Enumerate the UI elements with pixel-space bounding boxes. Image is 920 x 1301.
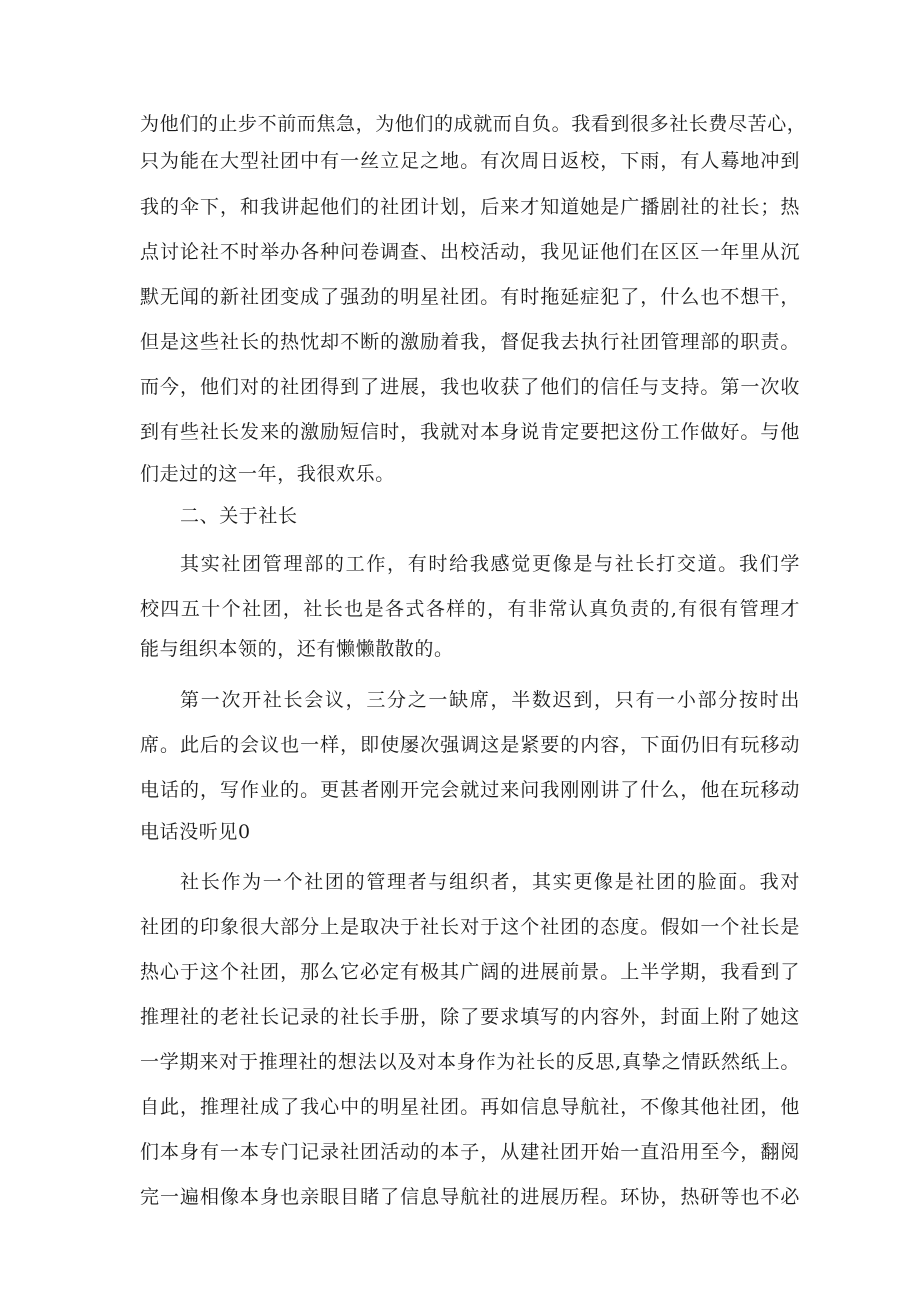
text-line: 推理社的老社长记录的社长手册，除了要求填写的内容外，封面上附了她这 — [140, 1006, 800, 1028]
text-line: 社团的印象很大部分上是取决于社长对于这个社团的态度。假如一个社长是 — [140, 916, 800, 938]
text-line: 校四五十个社团，社长也是各式各样的，有非常认真负责的,有很有管理才 — [140, 598, 800, 620]
text-line: 第一次开社长会议，三分之一缺席，半数迟到，只有一小部分按时出 — [180, 689, 800, 711]
section-heading: 二、关于社长 — [180, 505, 298, 527]
text-line: 热心于这个社团，那么它必定有极其广阔的进展前景。上半学期，我看到了 — [140, 961, 800, 983]
text-line: 点讨论社不时举办各种问卷调查、出校活动，我见证他们在区区一年里从沉 — [140, 241, 800, 263]
text-line: 自此，推理社成了我心中的明星社团。再如信息导航社，不像其他社团，他 — [140, 1096, 800, 1118]
text-line: 只为能在大型社团中有一丝立足之地。有次周日返校，下雨，有人蓦地冲到 — [140, 150, 800, 172]
text-line: 一学期来对于推理社的想法以及对本身作为社长的反思,真挚之情跃然纸上。 — [140, 1051, 800, 1073]
text-line: 电话的，写作业的。更甚者刚开完会就过来问我刚刚讲了什么，他在玩移动 — [140, 779, 800, 801]
text-line: 能与组织本领的，还有懒懒散散的。 — [140, 638, 454, 660]
text-line: 默无闻的新社团变成了强劲的明星社团。有时拖延症犯了，什么也不想干， — [140, 286, 800, 308]
text-line: 为他们的止步不前而焦急，为他们的成就而自负。我看到很多社长费尽苦心， — [140, 113, 807, 135]
text-line: 其实社团管理部的工作，有时给我感觉更像是与社长打交道。我们学 — [180, 553, 800, 575]
text-line: 电话没听见0 — [140, 821, 251, 843]
text-line: 而今，他们对的社团得到了进展，我也收获了他们的信任与支持。第一次收 — [140, 376, 800, 398]
text-line: 但是这些社长的热忱却不断的激励着我，督促我去执行社团管理部的职责。 — [140, 331, 800, 353]
text-line: 们本身有一本专门记录社团活动的本子，从建社团开始一直沿用至今，翻阅 — [140, 1141, 800, 1163]
text-line: 席。此后的会议也一样，即使屡次强调这是紧要的内容，下面仍旧有玩移动 — [140, 734, 800, 756]
text-line: 我的伞下，和我讲起他们的社团计划，后来才知道她是广播剧社的社长；热 — [140, 196, 800, 218]
text-line: 完一遍相像本身也亲眼目睹了信息导航社的进展历程。环协，热研等也不必 — [140, 1186, 800, 1208]
text-line: 们走过的这一年，我很欢乐。 — [140, 463, 395, 485]
text-line: 社长作为一个社团的管理者与组织者，其实更像是社团的脸面。我对 — [180, 871, 800, 893]
text-line: 到有些社长发来的激励短信时，我就对本身说肯定要把这份工作做好。与他 — [140, 421, 800, 443]
